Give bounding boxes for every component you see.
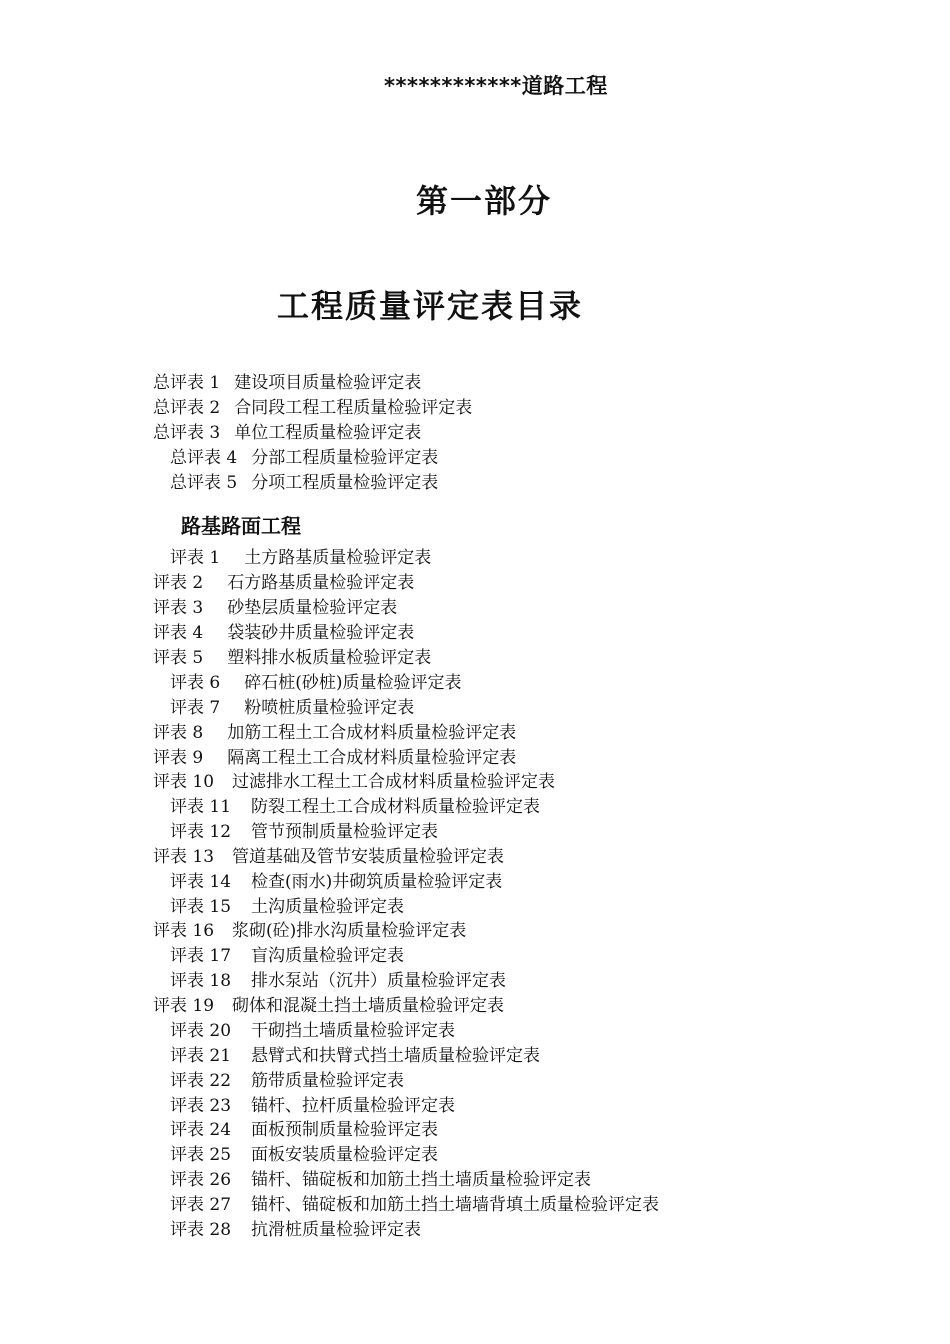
entry-code: 总评表 3 bbox=[153, 423, 221, 443]
entry-name: 防裂工程土工合成材料质量检验评定表 bbox=[251, 797, 541, 817]
entry-code: 总评表 5 bbox=[170, 473, 238, 493]
entry-code: 评表 7 bbox=[170, 698, 221, 718]
toc-entry bbox=[170, 1019, 455, 1043]
entry-code: 评表 4 bbox=[153, 623, 204, 643]
toc-entry bbox=[153, 845, 504, 869]
toc-entry bbox=[153, 596, 397, 620]
toc-entry bbox=[170, 895, 404, 919]
toc-title: 工程质量评定表目录 bbox=[277, 287, 584, 325]
entry-name: 面板预制质量检验评定表 bbox=[251, 1120, 439, 1140]
entry-name: 面板安装质量检验评定表 bbox=[251, 1145, 439, 1165]
toc-entry bbox=[170, 1044, 540, 1068]
entry-code: 评表 13 bbox=[153, 847, 215, 867]
toc-entry bbox=[153, 919, 466, 943]
entry-name: 锚杆、拉杆质量检验评定表 bbox=[251, 1096, 456, 1116]
entry-code: 评表 17 bbox=[170, 946, 232, 966]
toc-entry bbox=[153, 770, 555, 794]
entry-name: 干砌挡土墙质量检验评定表 bbox=[251, 1021, 456, 1041]
entry-name: 砂垫层质量检验评定表 bbox=[227, 598, 398, 618]
toc-entry bbox=[170, 1218, 421, 1242]
entry-code: 评表 20 bbox=[170, 1021, 232, 1041]
entry-name: 检查(雨水)井砌筑质量检验评定表 bbox=[251, 872, 503, 892]
entry-code: 评表 14 bbox=[170, 872, 232, 892]
entry-code: 评表 21 bbox=[170, 1046, 232, 1066]
entry-code: 评表 16 bbox=[153, 921, 215, 941]
entry-name: 管节预制质量检验评定表 bbox=[251, 822, 439, 842]
entry-code: 评表 2 bbox=[153, 573, 204, 593]
toc-entry bbox=[170, 696, 414, 720]
entry-name: 排水泵站（沉井）质量检验评定表 bbox=[251, 971, 507, 991]
entry-name: 加筋工程土工合成材料质量检验评定表 bbox=[227, 723, 517, 743]
entry-name: 砌体和混凝土挡土墙质量检验评定表 bbox=[232, 996, 505, 1016]
toc-entry bbox=[170, 795, 540, 819]
toc-entry bbox=[170, 969, 506, 993]
part-title: 第一部分 bbox=[416, 182, 553, 220]
toc-entry bbox=[170, 820, 438, 844]
entry-code: 评表 3 bbox=[153, 598, 204, 618]
entry-name: 抗滑桩质量检验评定表 bbox=[251, 1220, 422, 1240]
toc-entry bbox=[153, 746, 516, 770]
entry-name: 建设项目质量检验评定表 bbox=[234, 373, 422, 393]
entry-name: 筋带质量检验评定表 bbox=[251, 1071, 405, 1091]
toc-entry bbox=[170, 1094, 455, 1118]
entry-name: 悬臂式和扶臂式挡土墙质量检验评定表 bbox=[251, 1046, 541, 1066]
toc-entry bbox=[170, 1069, 404, 1093]
entry-code: 评表 24 bbox=[170, 1120, 232, 1140]
entry-name: 盲沟质量检验评定表 bbox=[251, 946, 405, 966]
entry-code: 评表 12 bbox=[170, 822, 232, 842]
entry-name: 合同段工程工程质量检验评定表 bbox=[234, 398, 473, 418]
toc-entry bbox=[153, 994, 504, 1018]
toc-entry bbox=[153, 571, 414, 595]
entry-name: 塑料排水板质量检验评定表 bbox=[227, 648, 432, 668]
section-heading: 路基路面工程 bbox=[181, 514, 301, 538]
entry-name: 锚杆、锚碇板和加筋土挡土墙质量检验评定表 bbox=[251, 1170, 592, 1190]
toc-entry bbox=[153, 621, 414, 645]
entry-code: 评表 26 bbox=[170, 1170, 232, 1190]
entry-name: 分项工程质量检验评定表 bbox=[251, 473, 439, 493]
toc-entry bbox=[153, 646, 431, 670]
entry-code: 总评表 4 bbox=[170, 448, 238, 468]
toc-entry bbox=[170, 944, 404, 968]
entry-name: 锚杆、锚碇板和加筋土挡土墙墙背填土质量检验评定表 bbox=[251, 1195, 660, 1215]
entry-code: 评表 15 bbox=[170, 897, 232, 917]
entry-code: 评表 9 bbox=[153, 748, 204, 768]
entry-code: 评表 10 bbox=[153, 772, 215, 792]
entry-code: 评表 22 bbox=[170, 1071, 232, 1091]
entry-name: 管道基础及管节安装质量检验评定表 bbox=[232, 847, 505, 867]
entry-code: 评表 6 bbox=[170, 673, 221, 693]
entry-code: 评表 11 bbox=[170, 797, 232, 817]
entry-name: 粉喷桩质量检验评定表 bbox=[244, 698, 415, 718]
entry-name: 单位工程质量检验评定表 bbox=[234, 423, 422, 443]
entry-code: 评表 8 bbox=[153, 723, 204, 743]
toc-entry bbox=[170, 870, 502, 894]
entry-name: 袋装砂井质量检验评定表 bbox=[227, 623, 415, 643]
entry-name: 浆砌(砼)排水沟质量检验评定表 bbox=[232, 921, 467, 941]
entry-code: 评表 27 bbox=[170, 1195, 232, 1215]
entry-code: 评表 25 bbox=[170, 1145, 232, 1165]
entry-name: 分部工程质量检验评定表 bbox=[251, 448, 439, 468]
entry-code: 评表 28 bbox=[170, 1220, 232, 1240]
entry-name: 过滤排水工程土工合成材料质量检验评定表 bbox=[232, 772, 556, 792]
entry-name: 隔离工程土工合成材料质量检验评定表 bbox=[227, 748, 517, 768]
entry-name: 石方路基质量检验评定表 bbox=[227, 573, 415, 593]
toc-entry bbox=[170, 1168, 591, 1192]
toc-entry bbox=[170, 546, 431, 570]
toc-entry bbox=[170, 1143, 438, 1167]
entry-name: 土方路基质量检验评定表 bbox=[244, 548, 432, 568]
entry-code: 评表 5 bbox=[153, 648, 204, 668]
toc-entry bbox=[170, 1118, 438, 1142]
entry-code: 评表 18 bbox=[170, 971, 232, 991]
toc-entry bbox=[170, 671, 462, 695]
entry-code: 评表 1 bbox=[170, 548, 221, 568]
toc-entry bbox=[153, 721, 516, 745]
entry-name: 碎石桩(砂桩)质量检验评定表 bbox=[244, 673, 462, 693]
entry-name: 土沟质量检验评定表 bbox=[251, 897, 405, 917]
project-title: ************道路工程 bbox=[384, 74, 608, 98]
entry-code: 评表 19 bbox=[153, 996, 215, 1016]
entry-code: 总评表 1 bbox=[153, 373, 221, 393]
entry-code: 总评表 2 bbox=[153, 398, 221, 418]
entry-code: 评表 23 bbox=[170, 1096, 232, 1116]
toc-entry bbox=[170, 1193, 659, 1217]
